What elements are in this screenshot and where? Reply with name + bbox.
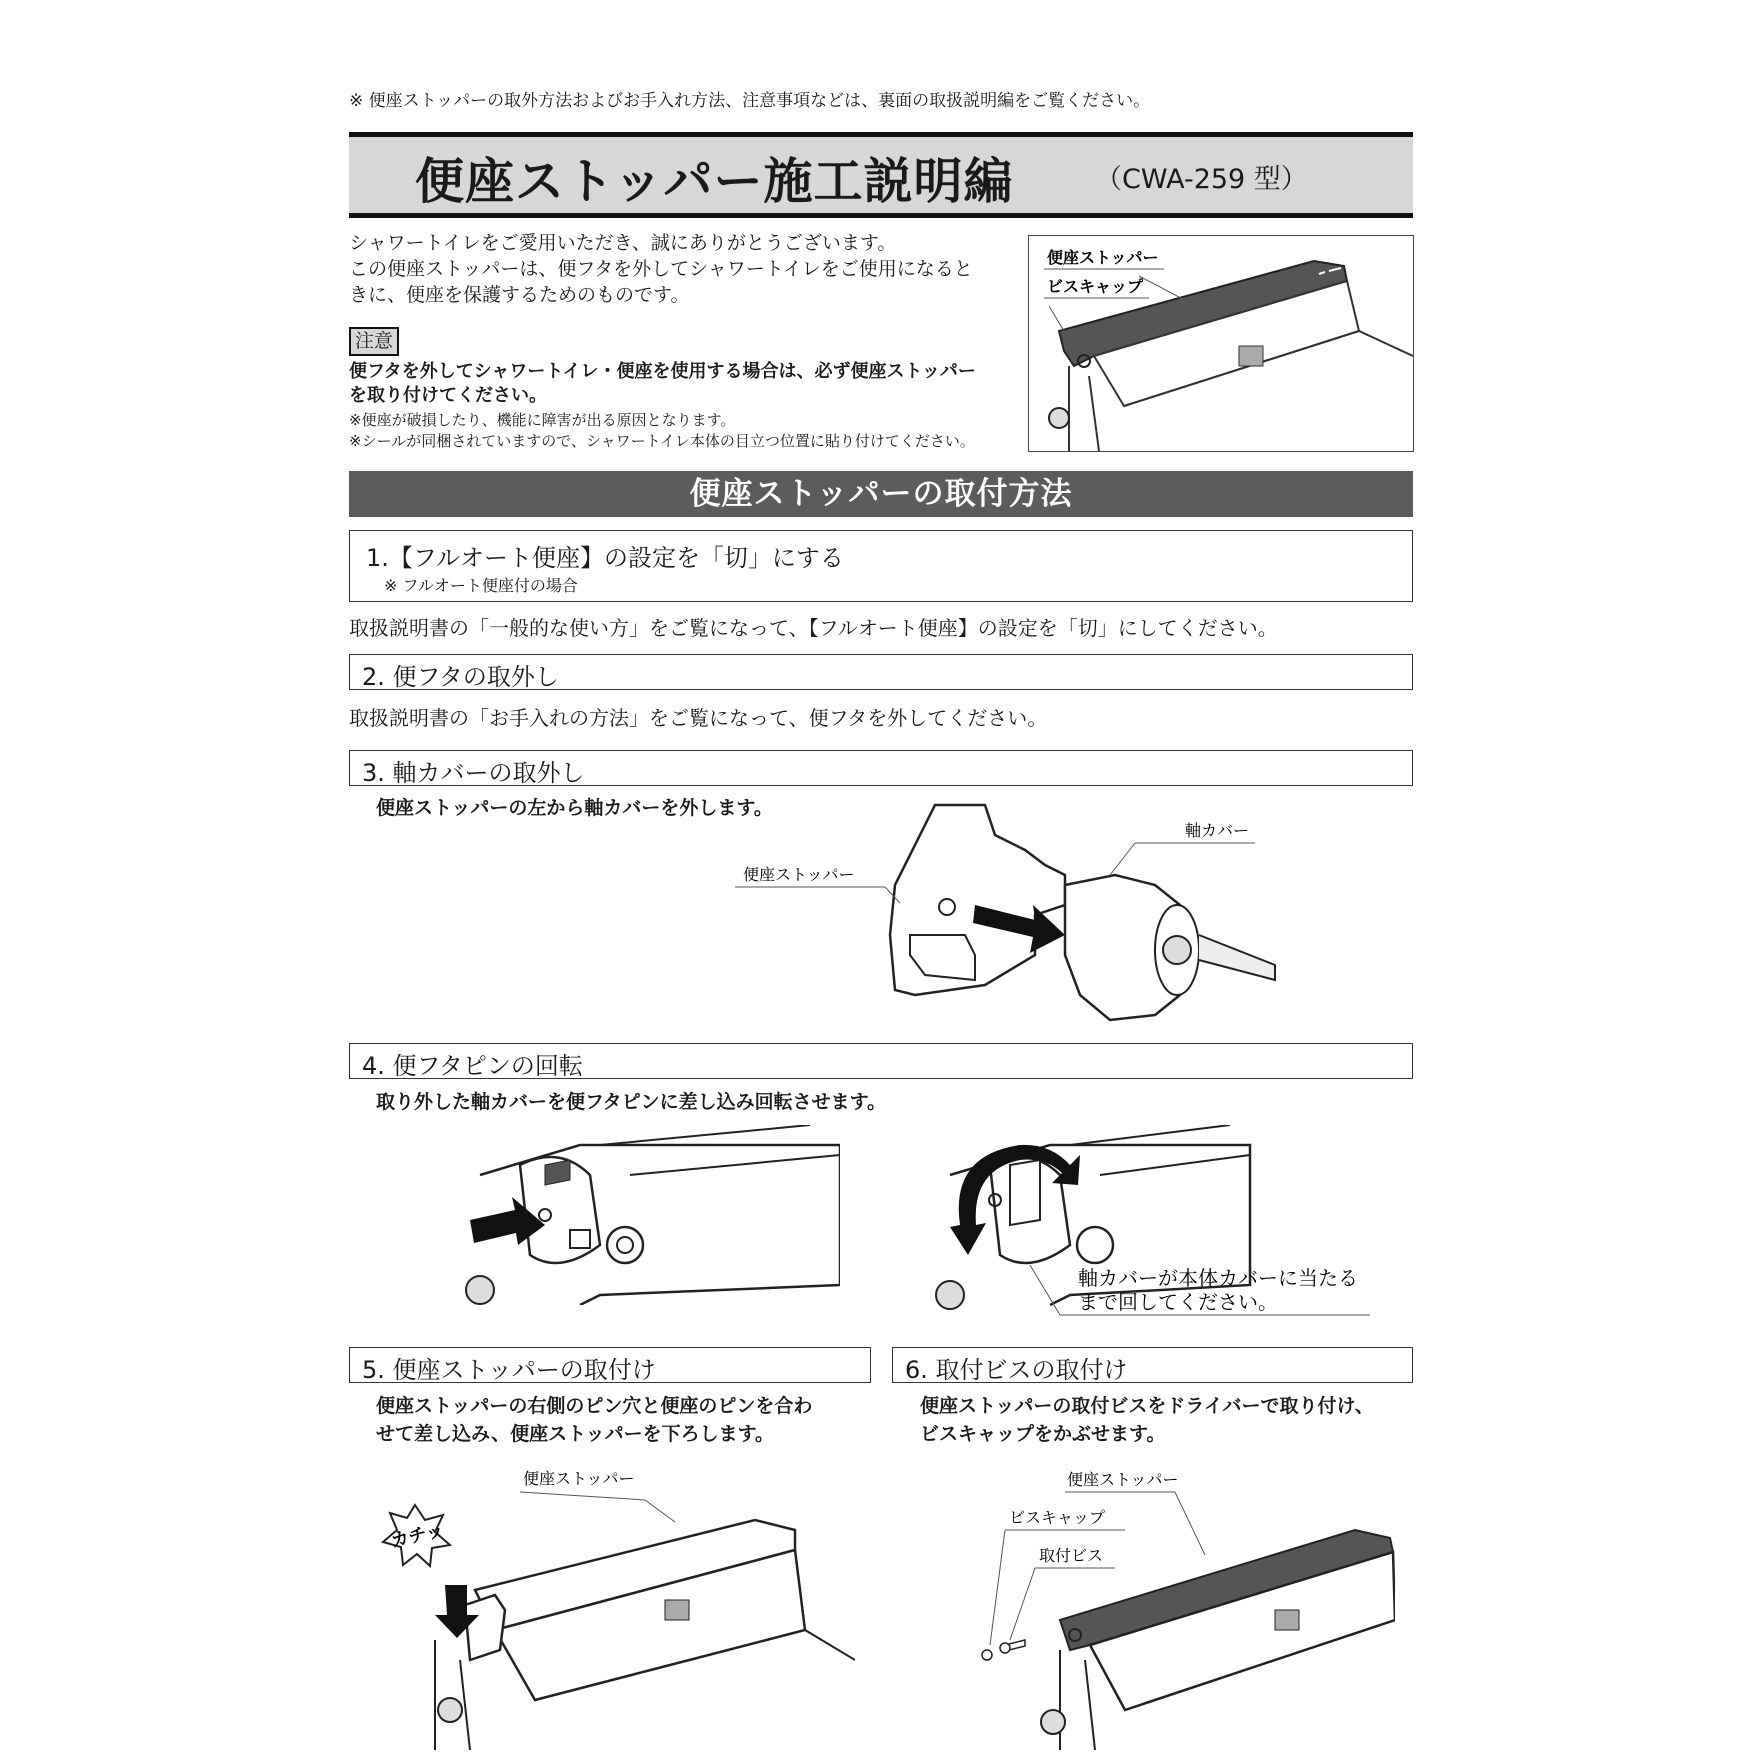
title-banner xyxy=(349,132,1413,218)
step-6-title: 6. 取付ビスの取付け xyxy=(905,1356,1128,1384)
pin-insert-illustration xyxy=(460,1125,840,1305)
step-5-body xyxy=(376,1392,812,1448)
label-stopper: 便座ストッパー xyxy=(523,1469,635,1488)
step-4-note: まで回してください。 xyxy=(1078,1290,1278,1314)
step-3-figure xyxy=(735,795,1295,1025)
screw-attach-illustration xyxy=(975,1460,1395,1750)
intro-figure xyxy=(1028,235,1414,452)
caution-note: ※シールが同梱されていますので、シャワートイレ本体の目立つ位置に貼り付けてください。 xyxy=(349,432,975,450)
step-4-figure-left xyxy=(460,1125,840,1305)
step-5-figure xyxy=(375,1460,855,1750)
step-2-body: 取扱説明書の「お手入れの方法」をご覧になって、便フタを外してください。 xyxy=(349,706,1048,730)
label-cap: ビスキャップ xyxy=(1009,1508,1106,1527)
axis-cover-illustration xyxy=(735,795,1295,1025)
intro-text xyxy=(349,230,1019,308)
step-5-box xyxy=(349,1347,871,1383)
intro-line: きに、便座を保護するためのものです。 xyxy=(349,284,690,306)
click-label: カチッ xyxy=(389,1520,446,1552)
label-stopper: 便座ストッパー xyxy=(1047,248,1159,267)
step-1-body: 取扱説明書の「一般的な使い方」をご覧になって、【フルオート便座】の設定を「切」にしてください。 xyxy=(349,616,1278,640)
step-6-figure xyxy=(975,1460,1395,1750)
step-3-title: 3. 軸カバーの取外し xyxy=(362,759,585,787)
page-title: 便座ストッパー施工説明編 xyxy=(415,153,1014,210)
step-6-box xyxy=(892,1347,1413,1383)
step-6-body xyxy=(920,1392,1374,1448)
step-2-title: 2. 便フタの取外し xyxy=(362,663,559,691)
step-1-title: 1.【フルオート便座】の設定を「切」にする xyxy=(366,544,844,572)
step-4-figure-right xyxy=(930,1125,1380,1325)
label-cap: ビスキャップ xyxy=(1047,277,1144,296)
step-2-box xyxy=(349,654,1413,690)
step-5-title: 5. 便座ストッパーの取付け xyxy=(362,1356,656,1384)
top-note: ※ 便座ストッパーの取外方法およびお手入れ方法、注意事項などは、裏面の取扱説明編をご覧ください。 xyxy=(349,91,1151,111)
step-4-box xyxy=(349,1043,1413,1079)
step-6-line: ビスキャップをかぶせます。 xyxy=(920,1423,1166,1445)
step-5-line: せて差し込み、便座ストッパーを下ろします。 xyxy=(376,1423,775,1445)
caution-badge: 注意 xyxy=(349,327,399,356)
step-5-line: 便座ストッパーの右側のピン穴と便座のピンを合わ xyxy=(376,1395,813,1417)
pin-rotate-illustration xyxy=(930,1125,1380,1325)
model-number: （CWA-259 型） xyxy=(1095,164,1308,195)
step-4-body: 取り外した軸カバーを便フタピンに差し込み回転させます。 xyxy=(376,1091,887,1113)
step-1-sub: ※ フルオート便座付の場合 xyxy=(384,576,578,595)
label-screw: 取付ビス xyxy=(1039,1546,1104,1565)
section-title: 便座ストッパーの取付方法 xyxy=(349,471,1413,517)
step-6-line: 便座ストッパーの取付ビスをドライバーで取り付け、 xyxy=(920,1395,1374,1417)
label-stopper: 便座ストッパー xyxy=(743,865,855,884)
caution-line: を取り付けてください。 xyxy=(349,385,547,406)
step-3-body: 便座ストッパーの左から軸カバーを外します。 xyxy=(376,797,773,819)
label-stopper: 便座ストッパー xyxy=(1067,1470,1179,1489)
stopper-illustration xyxy=(1029,236,1413,451)
caution-text xyxy=(349,360,1019,408)
step-4-note: 軸カバーが本体カバーに当たる xyxy=(1078,1266,1358,1290)
intro-line: シャワートイレをご愛用いただき、誠にありがとうございます。 xyxy=(349,232,897,254)
label-cover: 軸カバー xyxy=(1185,821,1250,840)
step-1-box xyxy=(349,530,1413,602)
caution-note: ※便座が破損したり、機能に障害が出る原因となります。 xyxy=(349,411,736,429)
stopper-attach-illustration xyxy=(375,1460,855,1750)
step-4-title: 4. 便フタピンの回転 xyxy=(362,1052,583,1080)
step-3-box xyxy=(349,750,1413,786)
caution-notes xyxy=(349,410,1029,452)
intro-line: この便座ストッパーは、便フタを外してシャワートイレをご使用になると xyxy=(349,258,973,280)
caution-line: 便フタを外してシャワートイレ・便座を使用する場合は、必ず便座ストッパー xyxy=(349,361,976,382)
